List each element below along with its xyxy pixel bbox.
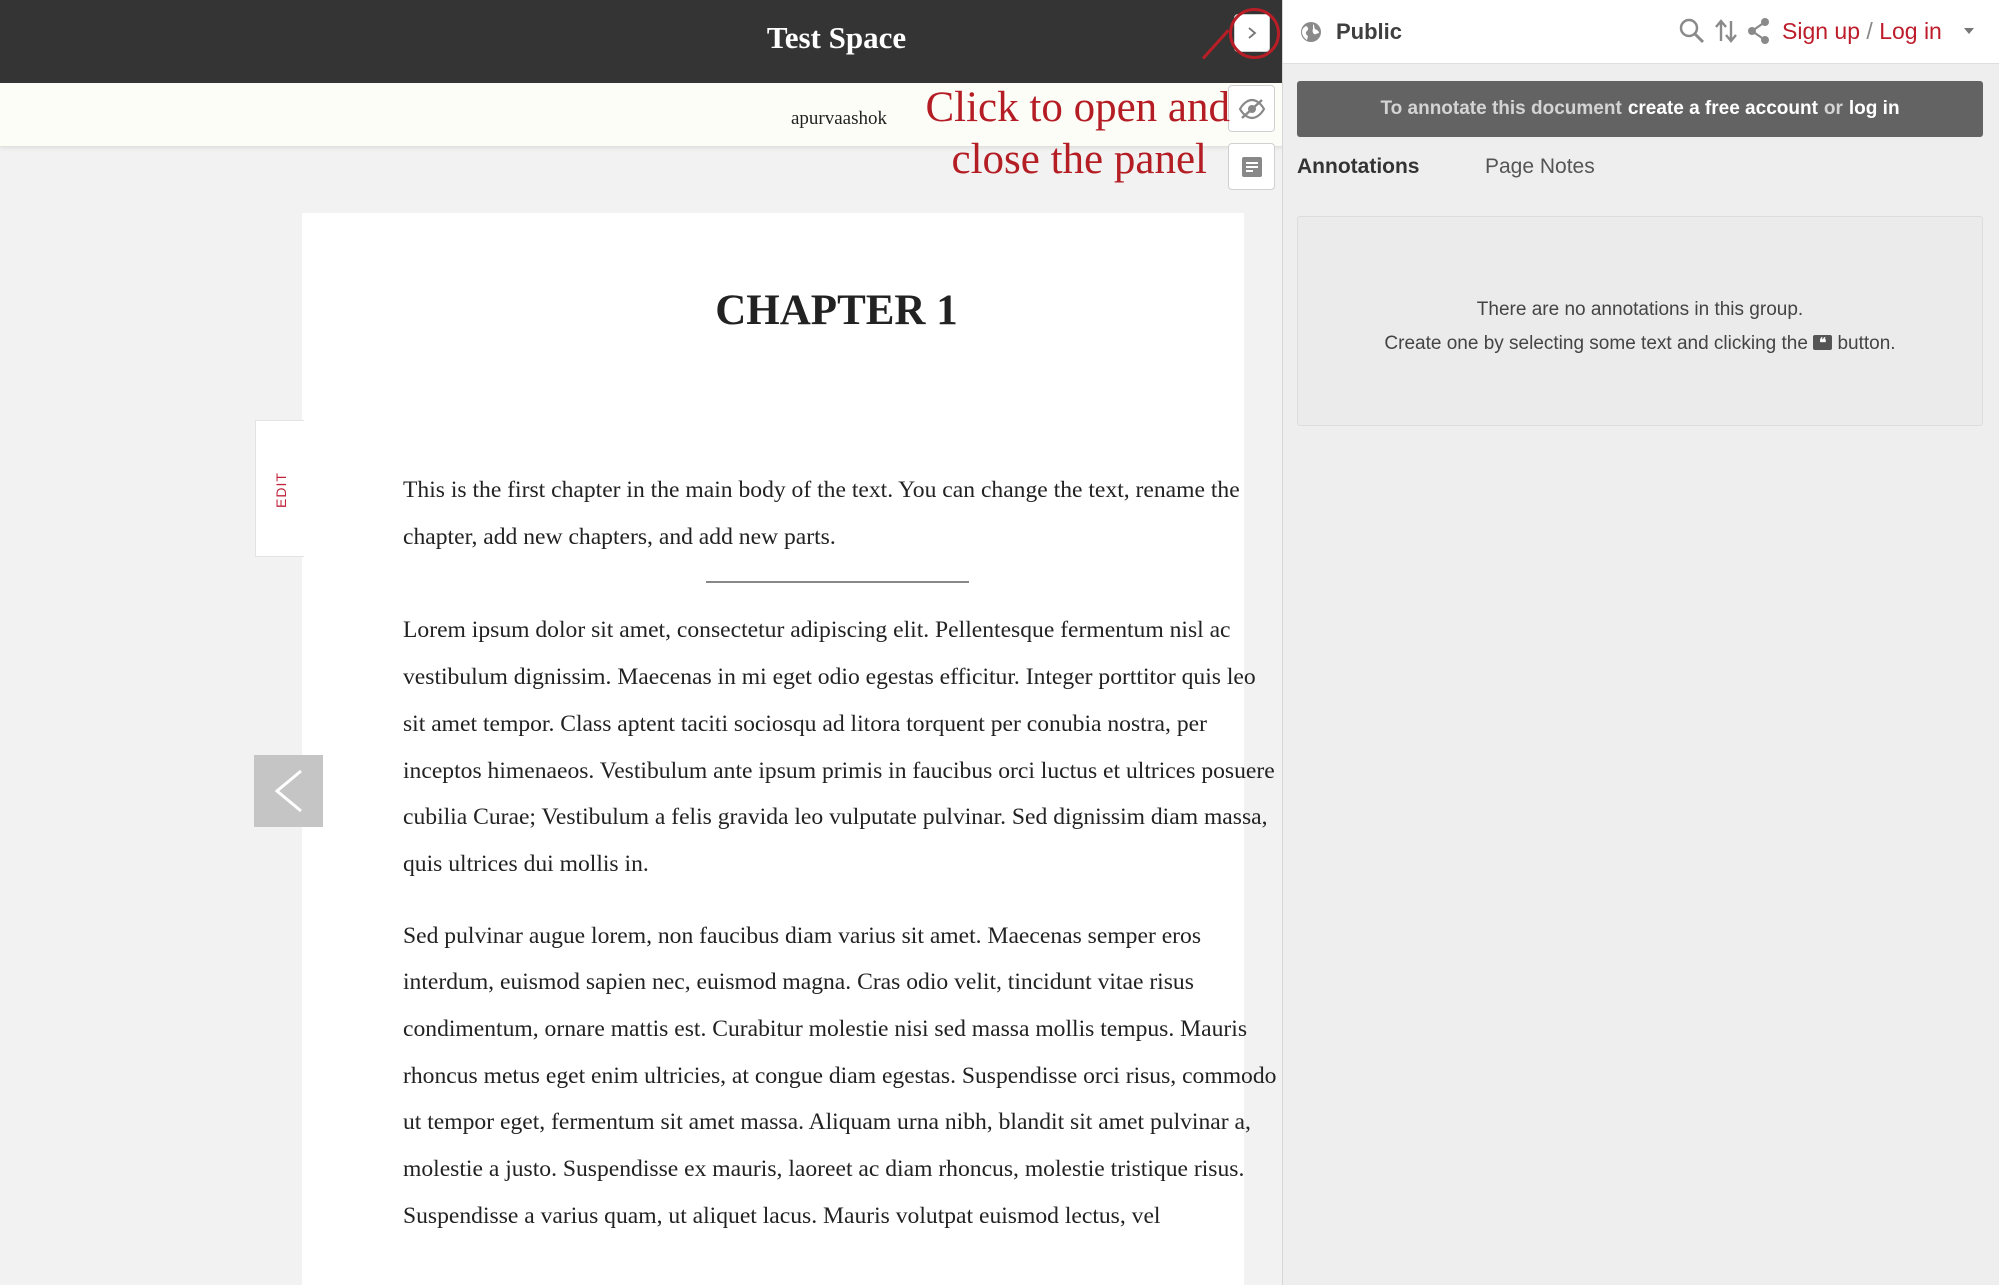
notice-or: or (1823, 98, 1843, 119)
edit-tab[interactable] (255, 420, 304, 557)
notice-log-in-link[interactable]: log in (1848, 98, 1900, 119)
tab-page-notes[interactable]: Page Notes (1485, 155, 1595, 178)
section-divider (706, 581, 969, 583)
auth-links (1782, 18, 1942, 45)
callout-line-2: close the panel (951, 136, 1207, 183)
log-in-link[interactable]: Log in (1879, 18, 1942, 44)
empty-hint-text: Create one by selecting some text and clicking the (1384, 333, 1808, 354)
chevron-left-icon (269, 767, 309, 815)
book-title: Test Space (766, 20, 907, 55)
edit-label: EDIT (272, 471, 289, 508)
annotate-quote-icon: ❝ (1813, 335, 1832, 350)
create-account-link[interactable]: create a free account (1627, 98, 1818, 119)
empty-hint-text-end: button. (1837, 333, 1896, 354)
group-name[interactable]: Public (1336, 19, 1403, 44)
paragraph: This is the first chapter in the main body of the text. You can change the text, rename the chapter, add new chapters, and add new parts. (403, 477, 1240, 550)
callout-circle (1229, 8, 1280, 59)
chapter-body (403, 467, 1283, 1265)
empty-state-message: There are no annotations in this group. (1476, 299, 1804, 320)
eye-off-icon (1238, 98, 1266, 120)
annotation-sidebar (1282, 0, 1999, 1285)
sort-icon[interactable] (1713, 17, 1739, 45)
paragraph: Sed pulvinar augue lorem, non faucibus diam varius sit amet. Maecenas semper eros interdum, euismod sapien nec, euismod magna. Cras odio velit, tincidunt vitae risus condimentum, ornare mattis est. Curabitur molestie nisi sed massa mollis tempus. Mauris rhoncus metus eget enim ultricies, at congue diam egestas. Suspendisse orci risus, commodo ut tempor eget, fermentum sit amet massa. Aliquam urna nibh, blandit sit amet pulvinar a, molestie a justo. Suspendisse ex mauris, laoreet ac diam rhoncus, molestie tristique risus. Suspendisse a varius quam, ut aliquet lacus. Mauris volutpat euismod lectus, vel (403, 922, 1277, 1229)
search-icon[interactable] (1678, 17, 1706, 45)
callout-line-1: Click to open and (925, 84, 1230, 131)
chevron-down-icon[interactable] (1964, 28, 1974, 34)
login-notice (1297, 81, 1983, 137)
empty-state-card (1297, 216, 1983, 426)
toggle-highlights-button[interactable] (1228, 85, 1275, 132)
share-icon[interactable] (1747, 17, 1771, 45)
callout-text (890, 82, 1230, 186)
chapter-title: CHAPTER 1 (715, 287, 958, 334)
page-notes-button[interactable] (1228, 143, 1275, 190)
notice-prefix: To annotate this document (1380, 98, 1622, 119)
auth-separator: / (1866, 18, 1873, 44)
paragraph: Lorem ipsum dolor sit amet, consectetur adipiscing elit. Pellentesque fermentum nisl ac vestibulum dignissim. Maecenas in mi eget odio egestas efficitur. Integer porttitor quis leo sit amet tempor. Class aptent taciti sociosqu ad litora torquent per conubia nostra, per inceptos himenaeos. Vestibulum ante ipsum primis in faucibus orci luctus et ultrices posuere cubilia Curae; Vestibulum a felis gravida leo vulputate pulvinar. Sed dignissim diam massa, quis ultrices dui mollis in. (403, 617, 1275, 877)
sign-up-link[interactable]: Sign up (1782, 18, 1861, 44)
username[interactable]: apurvaashok (790, 108, 887, 129)
previous-page-button[interactable] (254, 755, 323, 827)
empty-state-hint (1298, 327, 1982, 361)
globe-icon[interactable] (1299, 20, 1323, 44)
sidebar-toolbar (1283, 0, 1999, 64)
page-notes-icon (1240, 155, 1264, 179)
tab-annotations[interactable]: Annotations (1297, 155, 1420, 178)
